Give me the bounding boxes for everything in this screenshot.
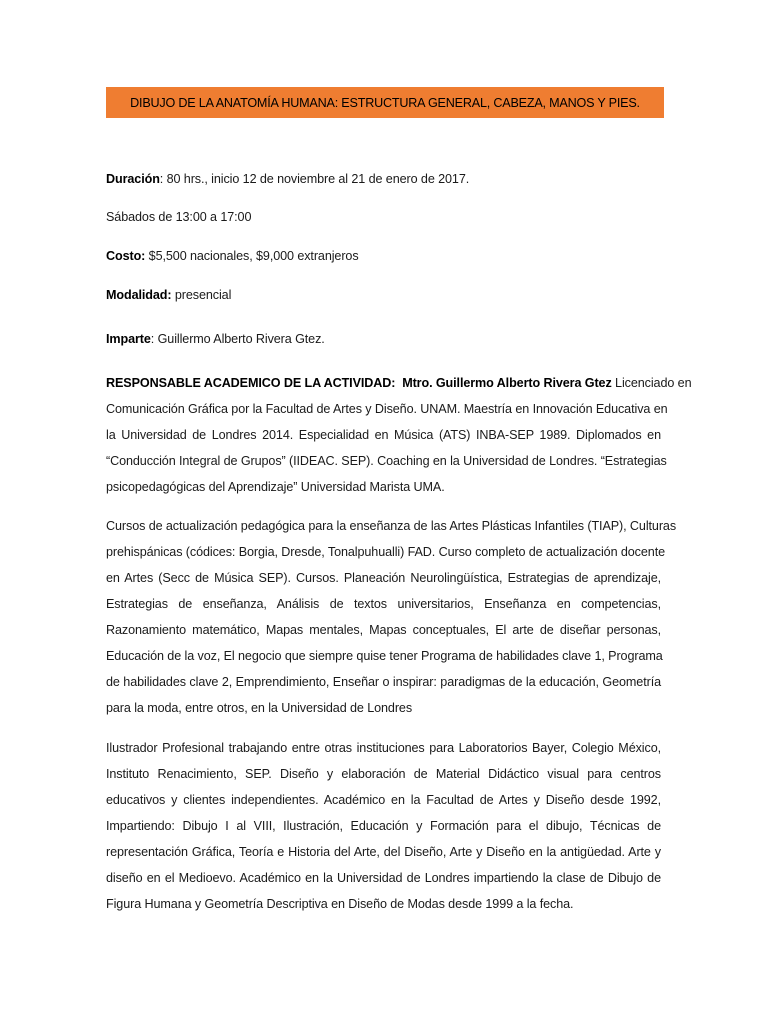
imparte-label: Imparte — [106, 332, 151, 346]
responsable-name: Mtro. Guillermo Alberto Rivera Gtez — [402, 376, 612, 390]
duracion-line — [106, 171, 469, 187]
paragraph-line: Figura Humana y Geometría Descriptiva en Diseño de Modas desde 1999 a la fecha. — [106, 897, 574, 911]
modalidad-value: presencial — [171, 288, 232, 302]
paragraph-line: Comunicación Gráfica por la Facultad de Artes y Diseño. UNAM. Maestría en Innovación Educativa en — [106, 402, 668, 416]
paragraph-line: Cursos de actualización pedagógica para la enseñanza de las Artes Plásticas Infantiles (TIAP), Culturas — [106, 519, 677, 533]
paragraph-line: prehispánicas (códices: Borgia, Dresde, Tonalpuhualli) FAD. Curso completo de actualización docente — [106, 545, 665, 559]
ilustrador-paragraph — [106, 735, 661, 917]
cursos-paragraph — [106, 513, 677, 721]
document-title: DIBUJO DE LA ANATOMÍA HUMANA: ESTRUCTURA GENERAL, CABEZA, MANOS Y PIES. — [130, 95, 640, 110]
paragraph-line: psicopedagógicas del Aprendizaje” Universidad Marista UMA. — [106, 480, 445, 494]
costo-line — [106, 248, 359, 264]
modalidad-line — [106, 287, 231, 303]
paragraph-line: Impartiendo: Dibujo I al VIII, Ilustración, Educación y Formación para el dibujo, Técnicas de — [106, 819, 661, 833]
paragraph-line: Estrategias de enseñanza, Análisis de textos universitarios, Enseñanza en competencias, — [106, 597, 661, 611]
imparte-line — [106, 331, 325, 347]
costo-value: $5,500 nacionales, $9,000 extranjeros — [145, 249, 359, 263]
paragraph-line: “Conducción Integral de Grupos” (IIDEAC. SEP). Coaching en la Universidad de Londres. “Estrategias — [106, 454, 667, 468]
modalidad-label: Modalidad: — [106, 288, 172, 302]
paragraph-line: RESPONSABLE ACADEMICO DE LA ACTIVIDAD: Mtro. Guillermo Alberto Rivera Gtez Licenciado en — [106, 376, 692, 390]
duracion-value: : 80 hrs., inicio 12 de noviembre al 21 de enero de 2017. — [159, 172, 470, 186]
paragraph-line: Razonamiento matemático, Mapas mentales, Mapas conceptuales, El arte de diseñar personas, — [106, 623, 661, 637]
paragraph-line: educativos y clientes independientes. Académico en la Facultad de Artes y Diseño desde 1992, — [106, 793, 661, 807]
paragraph-line: la Universidad de Londres 2014. Especialidad en Música (ATS) INBA-SEP 1989. Diplomados en — [106, 428, 661, 442]
imparte-value: : Guillermo Alberto Rivera Gtez. — [150, 332, 325, 346]
paragraph-line: representación Gráfica, Teoría e Historia del Arte, del Diseño, Arte y Diseño en la antigüedad. Arte y — [106, 845, 661, 859]
paragraph-line: para la moda, entre otros, en la Universidad de Londres — [106, 701, 413, 715]
title-banner — [106, 87, 664, 118]
duracion-label: Duración — [106, 172, 160, 186]
paragraph-line: de habilidades clave 2, Emprendimiento, Enseñar o inspirar: paradigmas de la educación, Geometría — [106, 675, 661, 689]
paragraph-line: Instituto Renacimiento, SEP. Diseño y elaboración de Material Didáctico visual para centros — [106, 767, 661, 781]
paragraph-line: Ilustrador Profesional trabajando entre otras instituciones para Laboratorios Bayer, Colegio México, — [106, 741, 661, 755]
responsable-label: RESPONSABLE ACADEMICO DE LA ACTIVIDAD — [106, 376, 392, 390]
costo-label: Costo: — [106, 249, 146, 263]
paragraph-line: diseño en el Medioevo. Académico en la Universidad de Londres impartiendo la clase de Dibujo de — [106, 871, 661, 885]
paragraph-line: Educación de la voz, El negocio que siempre quise tener Programa de habilidades clave 1, Programa — [106, 649, 663, 663]
paragraph-line: en Artes (Secc de Música SEP). Cursos. Planeación Neurolingüística, Estrategias de aprendizaje, — [106, 571, 661, 585]
horario-line: Sábados de 13:00 a 17:00 — [106, 210, 252, 224]
responsable-paragraph — [106, 370, 692, 500]
